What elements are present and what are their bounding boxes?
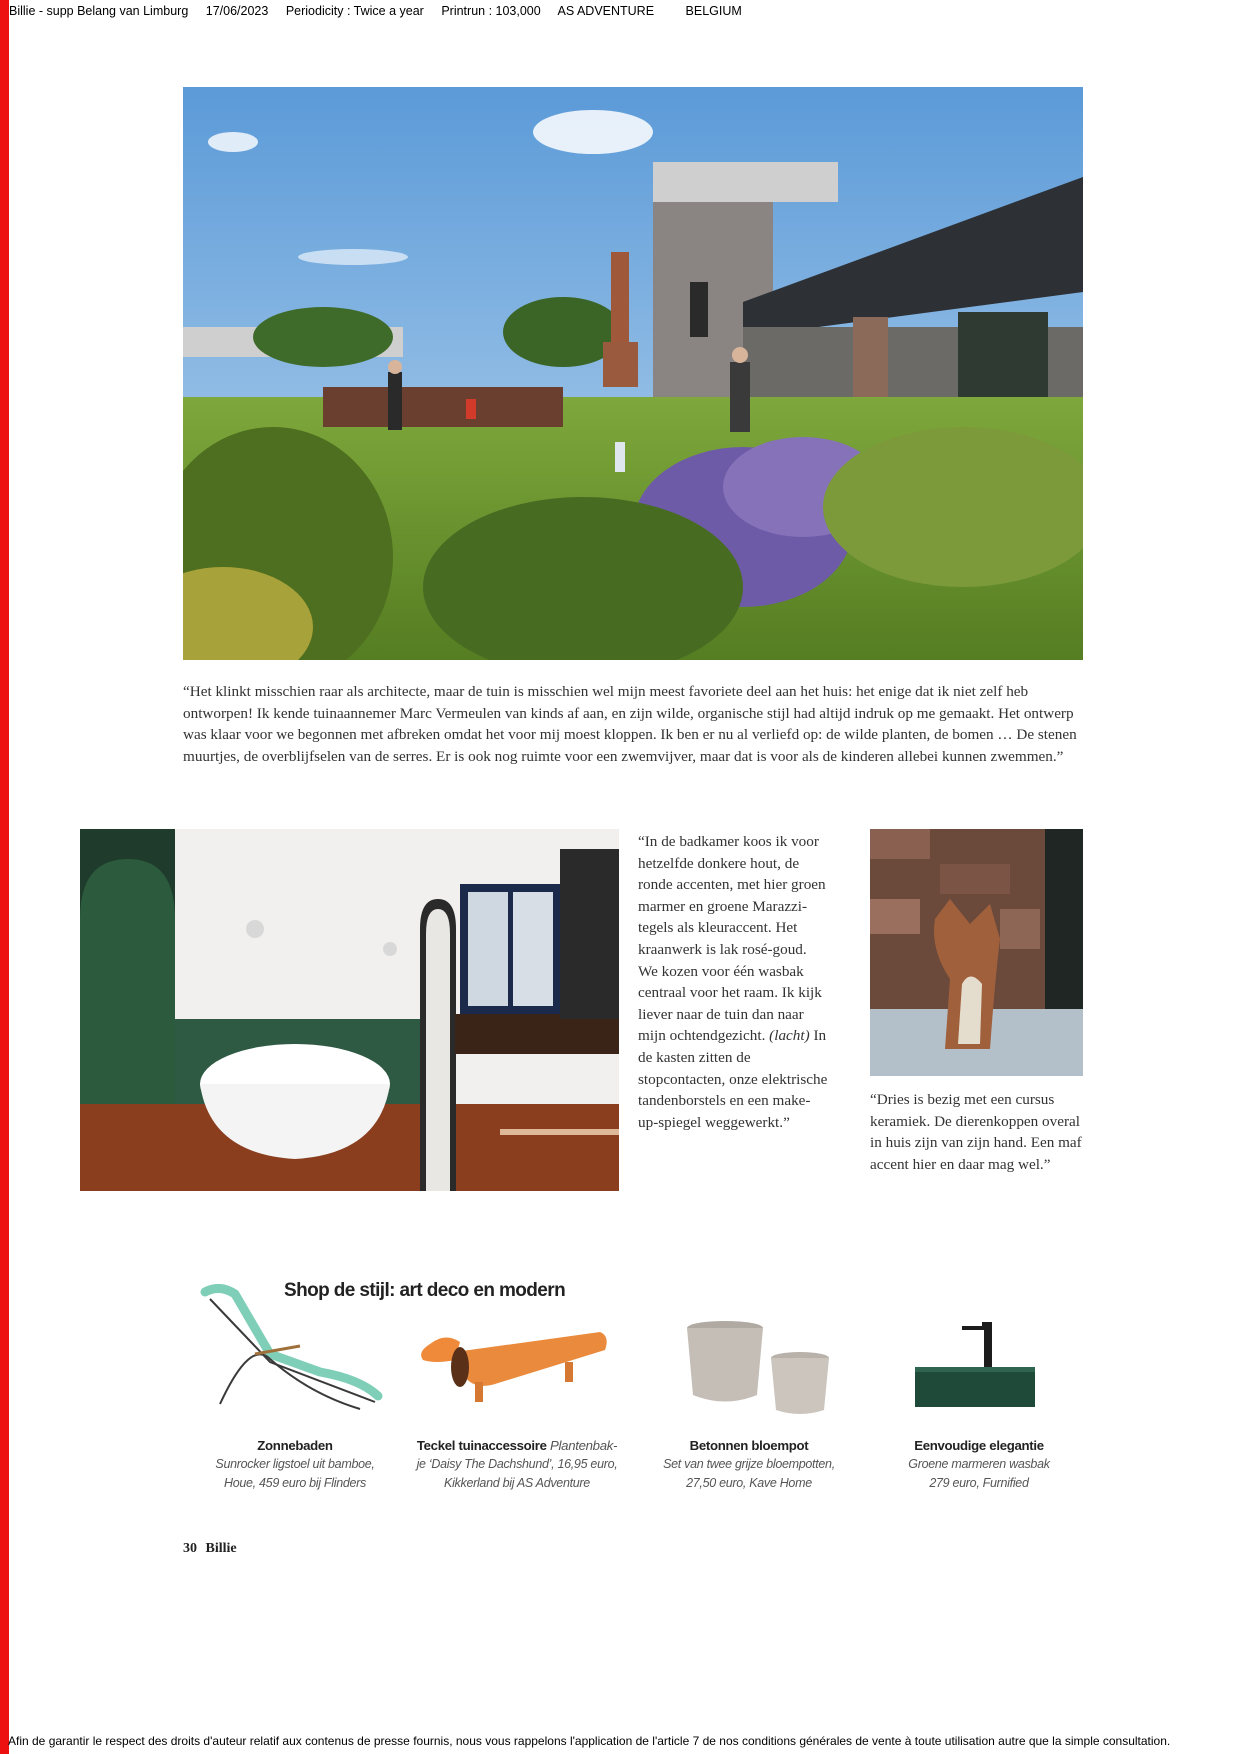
dachshund-planter-icon <box>415 1322 610 1412</box>
publication: Billie - supp Belang van Limburg <box>9 4 189 18</box>
ceramics-quote: “Dries is bezig met een cursus keramiek. De dierenkoppen overal in huis zijn van zijn hand. Een maf accent hier en daar mag wel.” <box>870 1091 1082 1173</box>
magazine-name: Billie <box>205 1541 237 1556</box>
product-teckel <box>402 1436 632 1493</box>
product-name: Zonnebaden <box>257 1438 333 1453</box>
product-name <box>402 1436 632 1455</box>
concrete-pots-icon <box>680 1320 835 1420</box>
marble-sink-icon <box>912 1322 1037 1410</box>
product-desc-line1: Sunrocker ligstoel uit bamboe, <box>215 1457 375 1471</box>
product-desc-line2: Houe, 459 euro bij Flinders <box>224 1476 366 1490</box>
copyright-notice: Afin de garantir le respect des droits d'auteur relatif aux contenus de presse fournis, nous vous rappelons l'application de l'article 7 de nos conditions générales de vente à toute utilisation autre que la simple consultation. <box>8 1734 1171 1748</box>
date: 17/06/2023 <box>205 4 269 18</box>
bathroom-quote <box>638 831 828 1133</box>
product-name: Eenvoudige elegantie <box>914 1438 1044 1453</box>
product-desc-line2: 27,50 euro, Kave Home <box>686 1476 812 1490</box>
product-desc-line2: 279 euro, Furnified <box>929 1476 1029 1490</box>
lounge-chair-icon <box>200 1284 385 1414</box>
bathroom-quote-part1: “In de badkamer koos ik voor hetzelfde donkere hout, de ronde accenten, met hier groen marmer en groene Marazzi-tegels als kleuraccent. Het kraanwerk is lak rosé-goud. We kozen voor één wasbak centraal voor het raam. Ik kijk liever naar de tuin dan naar mijn ochtendgezicht. <box>638 833 826 1045</box>
product-desc-line1: Set van twee grijze bloempotten, <box>663 1457 835 1471</box>
bathroom-quote-italic: (lacht) <box>769 1027 810 1045</box>
printrun: Printrun : 103,000 <box>441 4 541 18</box>
product-wasbak <box>864 1436 1094 1493</box>
garden-house-photo <box>183 87 1083 660</box>
red-margin-bar <box>0 0 9 1754</box>
product-name-bold: Teckel tuinaccessoire <box>416 1438 547 1453</box>
fox-ceramic-photo <box>870 829 1083 1076</box>
bathroom-quote-part2: In de kasten zitten de stopcontacten, onze elektrische tandenborstels en een make-up-spiegel weggewerkt.” <box>638 1027 828 1131</box>
product-desc-line1: Groene marmeren wasbak <box>908 1457 1050 1471</box>
garden-quote: “Het klinkt misschien raar als architecte, maar de tuin is misschien wel mijn meest favoriete deel aan het huis: het enige dat ik niet zelf heb ontworpen! Ik kende tuinaannemer Marc Vermeulen van kinds af aan, en zijn wilde, organische stijl had altijd indruk op me gemaakt. Het ontwerp was klaar voor we begonnen met afbreken omdat het voor mij moest kloppen. Ik ben er nu al verliefd op: de wilde planten, de bomen … De stenen muurtjes, de overblijfselen van de serres. Er is ook nog ruimte voor een zwemvijver, maar dat is voor als de kinderen allebei kunnen zwemmen.” <box>183 683 1077 765</box>
country: BELGIUM <box>685 4 742 18</box>
bathroom-photo <box>80 829 619 1191</box>
product-desc-line2: Kikkerland bij AS Adventure <box>444 1476 590 1490</box>
clipping-header <box>9 4 756 18</box>
product-desc-line1: je ‘Daisy The Dachshund’, 16,95 euro, <box>416 1457 618 1471</box>
product-bloempot <box>634 1436 864 1493</box>
product-zonnebaden <box>180 1436 410 1493</box>
client: AS ADVENTURE <box>557 4 655 18</box>
page-number: 30 <box>183 1541 197 1556</box>
shop-title: Shop de stijl: art deco en modern <box>284 1280 566 1301</box>
product-name-suffix: Plantenbak- <box>550 1438 618 1453</box>
product-name: Betonnen bloempot <box>689 1438 809 1453</box>
page-footer <box>183 1541 242 1557</box>
periodicity: Periodicity : Twice a year <box>285 4 424 18</box>
